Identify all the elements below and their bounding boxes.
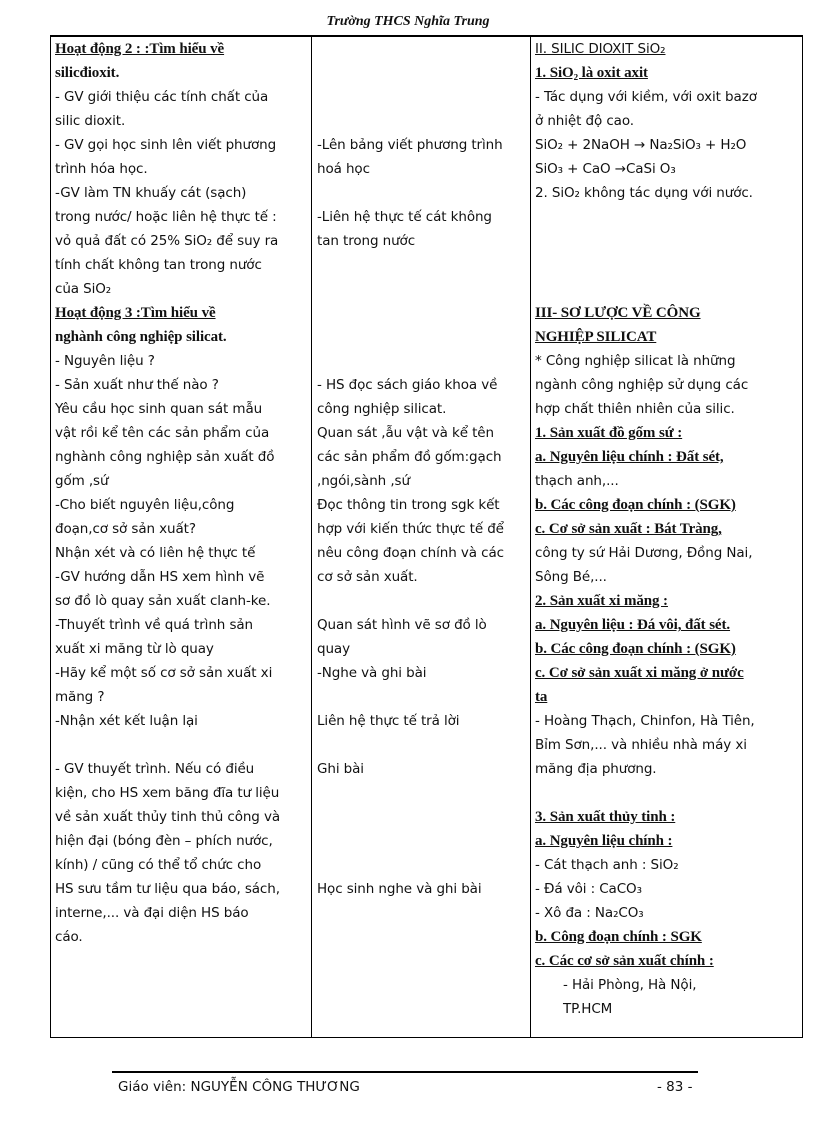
col1-line: kiện, cho HS xem băng đĩa tư liệu [55, 785, 280, 801]
col2-line: -Nghe và ghi bài [317, 665, 427, 681]
col3-line: III- SƠ LƯỢC VỀ CÔNG [535, 305, 701, 321]
student-activity-column [317, 37, 527, 901]
col3-line [535, 229, 797, 253]
col1-line: của SiO₂ [55, 281, 112, 297]
col3-line [535, 205, 797, 229]
footer-divider [112, 1071, 698, 1073]
column-divider-2 [530, 37, 531, 1037]
col1-line [55, 733, 305, 757]
col2-line [317, 349, 527, 373]
col1-line: trong nước/ hoặc liên hệ thực tế : [55, 209, 277, 225]
col3-line: 2. Sản xuất xi măng : [535, 593, 668, 609]
col2-line: hợp với kiến thức thực tế để [317, 521, 504, 537]
col2-line [317, 589, 527, 613]
col3-line: 3. Sản xuất thủy tinh : [535, 809, 676, 825]
col2-line [317, 277, 527, 301]
col3-line: a. Nguyên liệu chính : Đất sét, [535, 449, 724, 465]
teacher-activity-column [55, 37, 305, 949]
col1-line: xuất xi măng từ lò quay [55, 641, 214, 657]
col2-line: Ghi bài [317, 761, 364, 777]
col1-line: vật rồi kể tên các sản phẩm của [55, 425, 270, 441]
col2-line [317, 109, 527, 133]
col1-line: - GV thuyết trình. Nếu có điều [55, 761, 255, 777]
col2-line: ,ngói,sành ,sứ [317, 473, 410, 489]
col3-line: SiO₃ + CaO →CaSi O₃ [535, 161, 676, 177]
col3-line: - Hải Phòng, Hà Nội, [563, 977, 697, 993]
footer-teacher: Giáo viên: NGUYỄN CÔNG THƯƠNG [118, 1079, 360, 1095]
col3-line: Sông Bé,... [535, 569, 607, 585]
col3-line: SiO₂ + 2NaOH → Na₂SiO₃ + H₂O [535, 137, 747, 153]
col2-line: Quan sát ,ẫu vật và kể tên [317, 425, 494, 441]
col3-line: măng địa phương. [535, 761, 657, 777]
col1-line: Hoạt động 3 :Tìm hiểu về [55, 305, 216, 321]
col2-line [317, 805, 527, 829]
col1-line: -Thuyết trình về quá trình sản [55, 617, 254, 633]
col1-line: về sản xuất thủy tinh thủ công và [55, 809, 281, 825]
col1-line: -Nhận xét kết luận lại [55, 713, 198, 729]
col1-line: -Hãy kể một số cơ sở sản xuất xi [55, 665, 273, 681]
col1-line: gốm ,sứ [55, 473, 109, 489]
col1-line: trình hóa học. [55, 161, 148, 177]
col1-line: nghành công nghiệp silicat. [55, 329, 227, 345]
col1-line: vỏ quả đất có 25% SiO₂ để suy ra [55, 233, 279, 249]
col1-line: nghành công nghiệp sản xuất đồ [55, 449, 275, 465]
col2-line: Đọc thông tin trong sgk kết [317, 497, 500, 513]
col3-line: Bỉm Sơn,... và nhiều nhà máy xi [535, 737, 747, 753]
content-column [535, 37, 797, 1021]
col2-line [317, 61, 527, 85]
col2-line: -Lên bảng viết phương trình [317, 137, 503, 153]
col3-line: NGHIỆP SILICAT [535, 329, 657, 345]
col3-line: b. Các công đoạn chính : (SGK) [535, 641, 736, 657]
col1-line: kính) / cũng có thể tổ chức cho [55, 857, 262, 873]
col2-line: nêu công đoạn chính và các [317, 545, 504, 561]
col3-line: thạch anh,... [535, 473, 619, 489]
col3-line: * Công nghiệp silicat là những [535, 353, 736, 369]
col1-line: đoạn,cơ sở sản xuất? [55, 521, 196, 537]
col1-line: Nhận xét và có liên hệ thực tế [55, 545, 256, 561]
col3-line: - Cát thạch anh : SiO₂ [535, 857, 679, 873]
col2-line [317, 685, 527, 709]
col2-line: Liên hệ thực tế trả lời [317, 713, 460, 729]
lesson-table [50, 36, 803, 1038]
col3-line: - Xô đa : Na₂CO₃ [535, 905, 644, 921]
col1-line: - GV giới thiệu các tính chất của [55, 89, 269, 105]
col3-line: b. Các công đoạn chính : (SGK) [535, 497, 736, 513]
col3-line: 1. SiO₂ là oxit axit [535, 65, 648, 81]
col2-line: công nghiệp silicat. [317, 401, 447, 417]
col3-line: ta [535, 689, 548, 705]
col1-line: -Cho biết nguyên liệu,công [55, 497, 235, 513]
col1-line: silic dioxit. [55, 113, 126, 129]
col1-line: Hoạt động 2 : :Tìm hiểu về [55, 41, 225, 57]
col2-line: Quan sát hình vẽ sơ đồ lò [317, 617, 487, 633]
col3-line [535, 277, 797, 301]
col1-line: hiện đại (bóng đèn – phích nước, [55, 833, 273, 849]
col3-line: ngành công nghiệp sử dụng các [535, 377, 749, 393]
col2-line: Học sinh nghe và ghi bài [317, 881, 482, 897]
col2-line: hoá học [317, 161, 370, 177]
col1-line: HS sưu tầm tư liệu qua báo, sách, [55, 881, 280, 897]
col1-line: -GV hướng dẫn HS xem hình vẽ [55, 569, 265, 585]
col3-line: a. Nguyên liệu : Đá vôi, đất sét. [535, 617, 731, 633]
col2-line: cơ sở sản xuất. [317, 569, 418, 585]
col3-line: TP.HCM [563, 1001, 613, 1017]
col3-line: 2. SiO₂ không tác dụng với nước. [535, 185, 753, 201]
col2-line: - HS đọc sách giáo khoa về [317, 377, 498, 393]
col2-line: -Liên hệ thực tế cát không [317, 209, 492, 225]
col3-line: II. SILIC DIOXIT SiO₂ [535, 41, 666, 57]
col2-line: các sản phẩm đồ gốm:gạch [317, 449, 502, 465]
col3-line: 1. Sản xuất đồ gốm sứ : [535, 425, 683, 441]
col3-line [535, 253, 797, 277]
col1-line: sơ đồ lò quay sản xuất clanh-ke. [55, 593, 271, 609]
col1-line: - Sản xuất như thế nào ? [55, 377, 219, 393]
col2-line [317, 781, 527, 805]
col3-line: c. Cơ sở sản xuất : Bát Tràng, [535, 521, 722, 537]
col1-line: măng ? [55, 689, 105, 705]
col3-line: - Hoàng Thạch, Chinfon, Hà Tiên, [535, 713, 755, 729]
col2-line [317, 181, 527, 205]
school-header: Trường THCS Nghĩa Trung [326, 14, 490, 29]
col3-line: a. Nguyên liệu chính : [535, 833, 673, 849]
col2-line: tan trong nước [317, 233, 416, 249]
col2-line [317, 301, 527, 325]
col3-line: b. Công đoạn chính : SGK [535, 929, 702, 945]
col2-line [317, 733, 527, 757]
col3-line: c. Các cơ sở sản xuất chính : [535, 953, 714, 969]
col3-line: ở nhiệt độ cao. [535, 113, 634, 129]
col3-line: - Đá vôi : CaCO₃ [535, 881, 642, 897]
col2-line [317, 253, 527, 277]
col2-line: quay [317, 641, 350, 657]
col1-line: cáo. [55, 929, 83, 945]
col1-line: interne,... và đại diện HS báo [55, 905, 249, 921]
col3-line: c. Cơ sở sản xuất xi măng ở nước [535, 665, 744, 681]
col1-line: - GV gọi học sinh lên viết phương [55, 137, 277, 153]
col2-line [317, 325, 527, 349]
col2-line [317, 85, 527, 109]
col1-line: - Nguyên liệu ? [55, 353, 155, 369]
col1-line: -GV làm TN khuấy cát (sạch) [55, 185, 247, 201]
col3-line: - Tác dụng với kiềm, với oxit bazơ [535, 89, 757, 105]
page-number: - 83 - [657, 1079, 693, 1095]
col2-line [317, 829, 527, 853]
col1-line: silicđioxit. [55, 65, 120, 81]
col1-line: tính chất không tan trong nước [55, 257, 262, 273]
col3-line [535, 781, 797, 805]
col3-line: công ty sứ Hải Dương, Đồng Nai, [535, 545, 753, 561]
col2-line [317, 37, 527, 61]
col2-line [317, 853, 527, 877]
col1-line: Yêu cầu học sinh quan sát mẫu [55, 401, 263, 417]
col3-line: hợp chất thiên nhiên của silic. [535, 401, 735, 417]
column-divider-1 [311, 37, 312, 1037]
